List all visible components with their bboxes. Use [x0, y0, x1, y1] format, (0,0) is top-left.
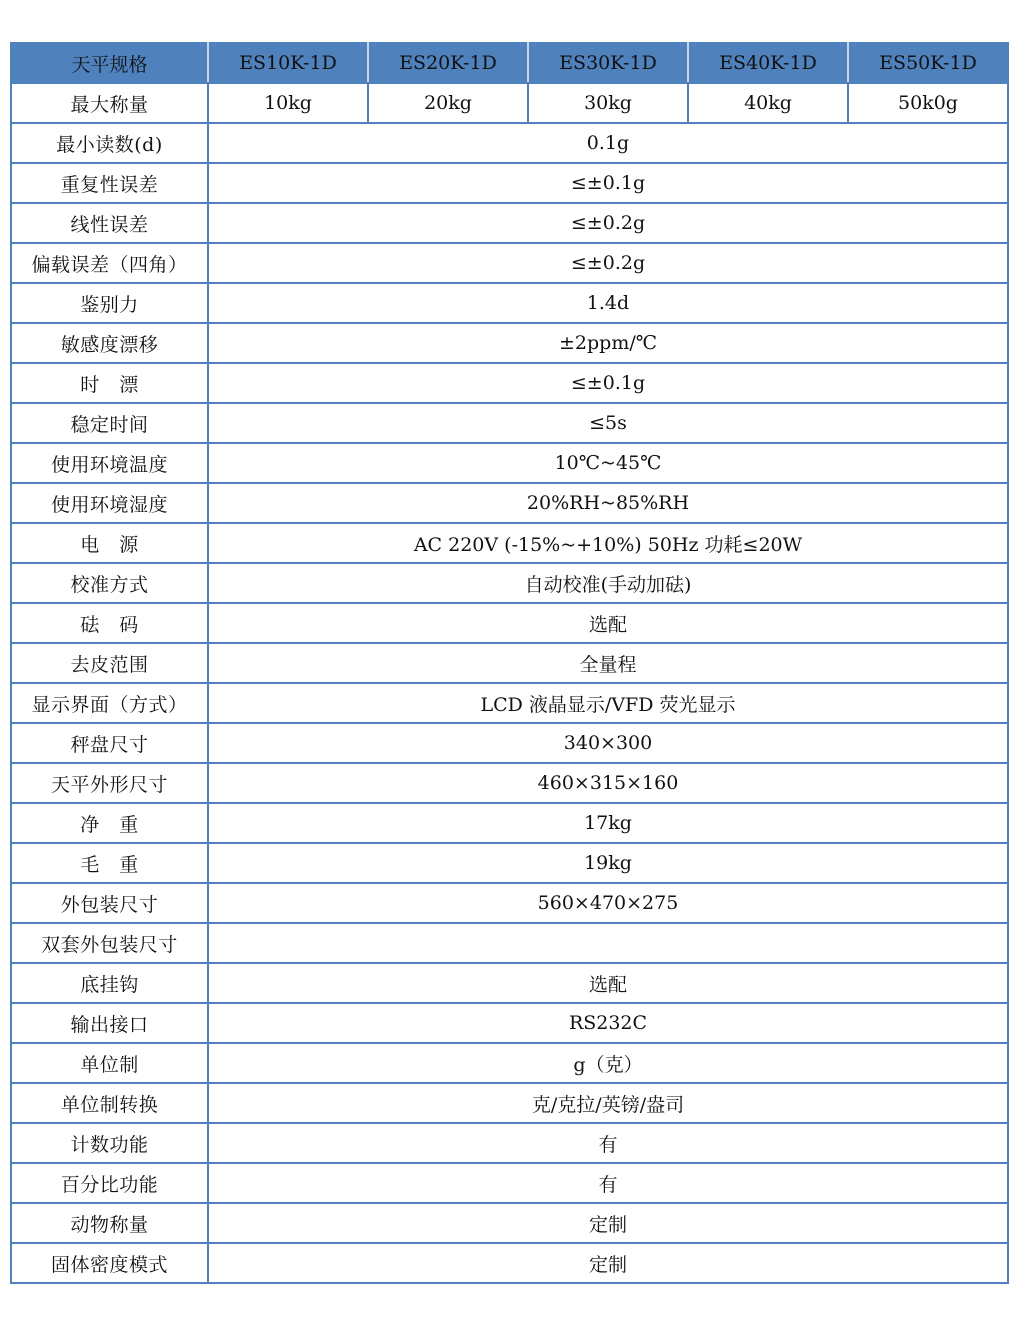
row-label: 电 源: [11, 523, 208, 563]
row-value: RS232C: [208, 1003, 1008, 1043]
row-value: 340×300: [208, 723, 1008, 763]
row-label: 校准方式: [11, 563, 208, 603]
row-value: ≤±0.2g: [208, 243, 1008, 283]
spec-row: [11, 763, 1008, 803]
row-value: ≤±0.1g: [208, 363, 1008, 403]
spec-table: [10, 42, 1009, 1284]
spec-row: [11, 723, 1008, 763]
row-label: 动物称量: [11, 1203, 208, 1243]
row-value: 全量程: [208, 643, 1008, 683]
capacity-value: 30kg: [528, 83, 688, 123]
row-label: 重复性误差: [11, 163, 208, 203]
row-label: 敏感度漂移: [11, 323, 208, 363]
capacity-value: 10kg: [208, 83, 368, 123]
spec-row: [11, 1163, 1008, 1203]
row-label: 显示界面（方式）: [11, 683, 208, 723]
row-value: 19kg: [208, 843, 1008, 883]
spec-row: [11, 843, 1008, 883]
spec-row: [11, 363, 1008, 403]
row-value: 1.4d: [208, 283, 1008, 323]
row-value: ≤±0.2g: [208, 203, 1008, 243]
row-value: LCD 液晶显示/VFD 荧光显示: [208, 683, 1008, 723]
row-label: 去皮范围: [11, 643, 208, 683]
spec-row: [11, 443, 1008, 483]
spec-row: [11, 483, 1008, 523]
row-label: 偏载误差（四角）: [11, 243, 208, 283]
row-label: 单位制转换: [11, 1083, 208, 1123]
row-value: 17kg: [208, 803, 1008, 843]
spec-row: [11, 323, 1008, 363]
row-value: 460×315×160: [208, 763, 1008, 803]
row-label: 线性误差: [11, 203, 208, 243]
model-header: ES10K-1D: [208, 43, 368, 83]
row-value: 560×470×275: [208, 883, 1008, 923]
row-value: 有: [208, 1123, 1008, 1163]
row-label: 单位制: [11, 1043, 208, 1083]
row-label: 使用环境湿度: [11, 483, 208, 523]
row-value: g（克）: [208, 1043, 1008, 1083]
row-value: ≤5s: [208, 403, 1008, 443]
spec-row: [11, 1203, 1008, 1243]
row-label: 输出接口: [11, 1003, 208, 1043]
spec-row: [11, 163, 1008, 203]
model-header: ES50K-1D: [848, 43, 1008, 83]
row-label: 外包装尺寸: [11, 883, 208, 923]
model-header: ES20K-1D: [368, 43, 528, 83]
row-value: 10℃~45℃: [208, 443, 1008, 483]
spec-row: [11, 963, 1008, 1003]
spec-row: [11, 643, 1008, 683]
row-label: 砝 码: [11, 603, 208, 643]
row-label: 计数功能: [11, 1123, 208, 1163]
capacity-value: 40kg: [688, 83, 848, 123]
row-label: 秤盘尺寸: [11, 723, 208, 763]
row-value: ±2ppm/℃: [208, 323, 1008, 363]
row-value: 有: [208, 1163, 1008, 1203]
row-label: 时 漂: [11, 363, 208, 403]
row-value: 定制: [208, 1243, 1008, 1283]
row-value: [208, 923, 1008, 963]
spec-row: [11, 803, 1008, 843]
header-label: 天平规格: [11, 43, 208, 83]
row-label: 百分比功能: [11, 1163, 208, 1203]
spec-row: [11, 603, 1008, 643]
row-value: AC 220V (-15%~+10%) 50Hz 功耗≤20W: [208, 523, 1008, 563]
row-value: 20%RH~85%RH: [208, 483, 1008, 523]
spec-row: [11, 563, 1008, 603]
spec-row: [11, 283, 1008, 323]
row-label: 双套外包装尺寸: [11, 923, 208, 963]
row-value: 选配: [208, 963, 1008, 1003]
spec-row: [11, 683, 1008, 723]
capacity-value: 20kg: [368, 83, 528, 123]
spec-row: [11, 1083, 1008, 1123]
spec-row: [11, 203, 1008, 243]
row-value: 0.1g: [208, 123, 1008, 163]
row-label: 最小读数(d): [11, 123, 208, 163]
row-value: 自动校准(手动加砝): [208, 563, 1008, 603]
spec-row: [11, 403, 1008, 443]
row-label: 毛 重: [11, 843, 208, 883]
row-value: 选配: [208, 603, 1008, 643]
spec-row: [11, 123, 1008, 163]
row-label: 底挂钩: [11, 963, 208, 1003]
capacity-row: [11, 83, 1008, 123]
spec-row: [11, 883, 1008, 923]
row-value: 定制: [208, 1203, 1008, 1243]
row-label: 固体密度模式: [11, 1243, 208, 1283]
model-header: ES40K-1D: [688, 43, 848, 83]
row-value: ≤±0.1g: [208, 163, 1008, 203]
row-label: 天平外形尺寸: [11, 763, 208, 803]
row-label: 最大称量: [11, 83, 208, 123]
spec-row: [11, 523, 1008, 563]
spec-row: [11, 1243, 1008, 1283]
model-header: ES30K-1D: [528, 43, 688, 83]
row-label: 使用环境温度: [11, 443, 208, 483]
row-value: 克/克拉/英镑/盎司: [208, 1083, 1008, 1123]
capacity-value: 50k0g: [848, 83, 1008, 123]
spec-row: [11, 243, 1008, 283]
header-row: [11, 43, 1008, 83]
row-label: 稳定时间: [11, 403, 208, 443]
row-label: 鉴别力: [11, 283, 208, 323]
spec-row: [11, 1003, 1008, 1043]
spec-row: [11, 923, 1008, 963]
row-label: 净 重: [11, 803, 208, 843]
spec-row: [11, 1123, 1008, 1163]
spec-row: [11, 1043, 1008, 1083]
